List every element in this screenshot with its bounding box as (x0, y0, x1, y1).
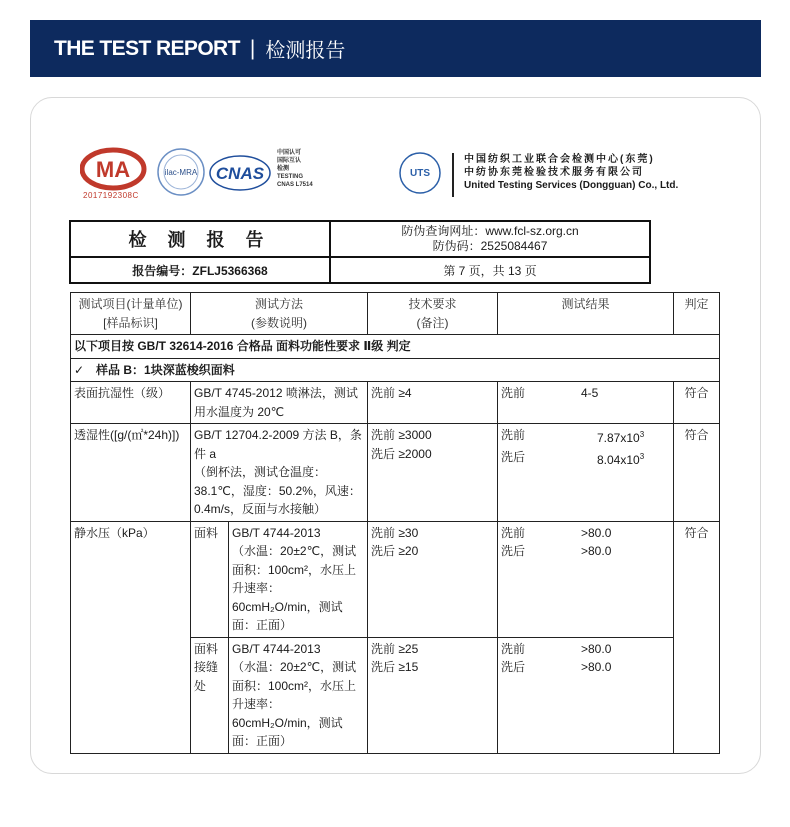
row-requirement: 洗前 ≥4 (368, 382, 498, 424)
cnas-caption (277, 149, 313, 189)
cnas-text: CNAS (215, 164, 265, 183)
test-results-table (70, 292, 720, 754)
page-info: 第 7 页，共 13 页 (330, 257, 650, 283)
header-requirement: 技术要求 (备注) (368, 293, 498, 335)
cnas-line: TESTING (277, 174, 304, 180)
header-method: 测试方法 (参数说明) (191, 293, 368, 335)
row-result: 洗前 >80.0 洗后 >80.0 (498, 521, 674, 637)
row-method: GB/T 4745-2012 喷淋法，测试用水温度为 20℃ (191, 382, 368, 424)
row-method: GB/T 4744-2013 （水温：20±2℃，测试面积：100cm²，水压上升速率：60cmH₂O/min，测试面：正面） (229, 521, 368, 637)
banner-title-en: THE TEST REPORT (54, 36, 240, 60)
org-name-cn-1: 中国纺织工业联合会检测中心(东莞) (464, 154, 655, 165)
row-requirement: 洗前 ≥3000 洗后 ≥2000 (368, 424, 498, 522)
row-result: 洗前 $7.87x10^3$ 洗后 $8.04x10^3$ (498, 424, 674, 522)
org-name-en: United Testing Services (Dongguan) Co., Ltd. (464, 180, 679, 191)
sample-row (71, 358, 720, 382)
row-part: 面料 (191, 521, 229, 637)
row-judgement: 符合 (674, 424, 720, 522)
row-requirement: 洗前 ≥30 洗后 ≥20 (368, 521, 498, 637)
cma-code: 2017192308C (83, 191, 139, 200)
cnas-line: 检测 (277, 166, 290, 172)
ilac-text: ilac-MRA (164, 168, 198, 177)
cnas-logo-icon (208, 153, 272, 193)
row-item: 透湿性([g/(㎡*24h)]) (71, 424, 191, 522)
header-judgement: 判定 (674, 293, 720, 335)
row-judgement: 符合 (674, 382, 720, 424)
report-title: 检 测 报 告 (70, 221, 330, 257)
uts-logo-icon (398, 151, 442, 195)
anti-fake-code: 防伪码：2525084467 (432, 239, 548, 253)
banner-title-cn: 检测报告 (265, 38, 346, 62)
row-item: 静水压（kPa） (71, 521, 191, 753)
table-row (71, 424, 720, 522)
anti-fake-info (330, 221, 650, 257)
sample-text: ✓ 样品 B：1块深蓝梭织面料 (71, 358, 720, 382)
certification-logos (80, 145, 720, 205)
row-result: 洗前 >80.0 洗后 >80.0 (498, 637, 674, 753)
header-banner (30, 20, 761, 77)
cnas-line: 国际互认 (277, 158, 302, 164)
header-result: 测试结果 (498, 293, 674, 335)
row-result: 洗前 4-5 (498, 382, 674, 424)
standard-text: 以下项目按 GB/T 32614-2016 合格品 面料功能性要求 Ⅱ级 判定 (71, 335, 720, 359)
ilac-mra-logo-icon (156, 147, 206, 197)
row-item: 表面抗湿性（级） (71, 382, 191, 424)
ma-logo-text: MA (95, 157, 131, 182)
report-info-table (69, 220, 651, 284)
uts-text: UTS (410, 168, 430, 179)
cnas-line: 中国认可 (277, 150, 302, 156)
table-row (71, 382, 720, 424)
table-row (71, 521, 720, 637)
row-method: GB/T 12704.2-2009 方法 B，条件 a （倒杯法，测试仓温度：38.1℃，湿度：50.2%，风速：0.4m/s，反面与水接触） (191, 424, 368, 522)
cnas-line: CNAS L7514 (277, 182, 313, 188)
row-part: 面料接缝处 (191, 637, 229, 753)
row-method: GB/T 4744-2013 （水温：20±2℃，测试面积：100cm²，水压上升速率：60cmH₂O/min，测试面：正面） (229, 637, 368, 753)
table-header-row (71, 293, 720, 335)
row-judgement: 符合 (674, 521, 720, 753)
row-requirement: 洗前 ≥25 洗后 ≥15 (368, 637, 498, 753)
standard-row (71, 335, 720, 359)
org-name-cn-2: 中纺协东莞检验技术服务有限公司 (464, 167, 644, 178)
header-item: 测试项目(计量单位) [样品标识] (71, 293, 191, 335)
report-number: 报告编号：ZFLJ5366368 (70, 257, 330, 283)
anti-fake-url: 防伪查询网址：www.fcl-sz.org.cn (401, 224, 579, 238)
organization-name (452, 153, 678, 197)
banner-separator: | (249, 36, 256, 60)
